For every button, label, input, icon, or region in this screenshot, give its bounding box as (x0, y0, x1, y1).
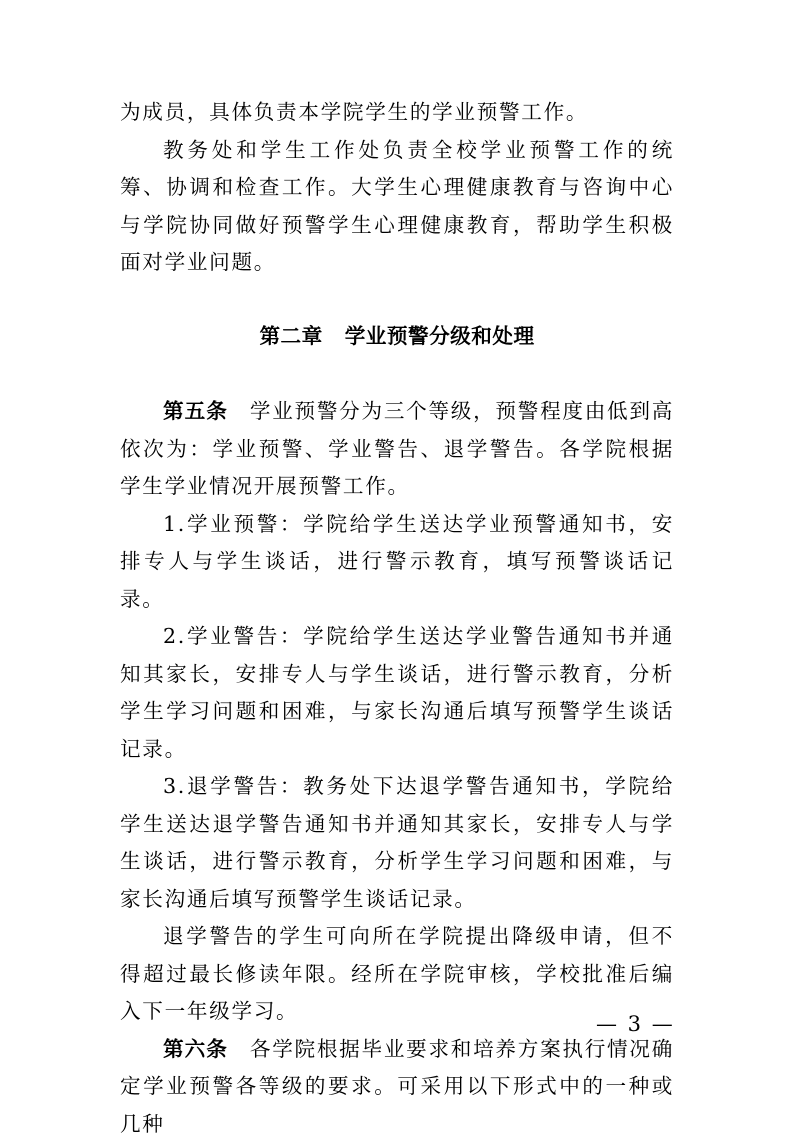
item-academic-caution: 2.学业警告：学院给学生送达学业警告通知书并通知其家长，安排专人与学生谈话，进行警示教育，分析学生学习问题和困难，与家长沟通后填写预警学生谈话记录。 (120, 618, 674, 768)
item-dropout-warning: 3.退学警告：教务处下达退学警告通知书，学院给学生送达退学警告通知书并通知其家长，安排专人与学生谈话，进行警示教育，分析学生学习问题和困难，与家长沟通后填写预警学生谈话记录。 (120, 768, 674, 918)
chapter-title: 学业预警分级和处理 (345, 324, 535, 348)
paragraph-downgrade: 退学警告的学生可向所在学院提出降级申请，但不得超过最长修读年限。经所在学院审核，学校批准后编入下一年级学习。 (120, 918, 674, 1031)
document-body (120, 94, 674, 1143)
article-5-text: 学业预警分为三个等级，预警程度由低到高依次为：学业预警、学业警告、退学警告。各学院根据学生学业情况开展预警工作。 (120, 399, 674, 498)
chapter-number: 第二章 (259, 324, 322, 348)
article-6-text: 各学院根据毕业要求和培养方案执行情况确定学业预警各等级的要求。可采用以下形式中的一种或几种 (120, 1037, 674, 1136)
article-6-label: 第六条 (163, 1037, 228, 1061)
article-5-label: 第五条 (163, 399, 228, 423)
item-academic-warning: 1.学业预警：学院给学生送达学业预警通知书，安排专人与学生谈话，进行警示教育，填写预警谈话记录。 (120, 506, 674, 619)
paragraph-committee-members: 为成员，具体负责本学院学生的学业预警工作。 (120, 94, 674, 132)
page-number: — 3 — (596, 1012, 675, 1036)
paragraph-academic-affairs: 教务处和学生工作处负责全校学业预警工作的统筹、协调和检查工作。大学生心理健康教育与咨询中心与学院协同做好预警学生心理健康教育，帮助学生积极面对学业问题。 (120, 132, 674, 282)
article-6 (120, 1031, 674, 1143)
chapter-heading (120, 318, 674, 356)
article-5 (120, 393, 674, 506)
